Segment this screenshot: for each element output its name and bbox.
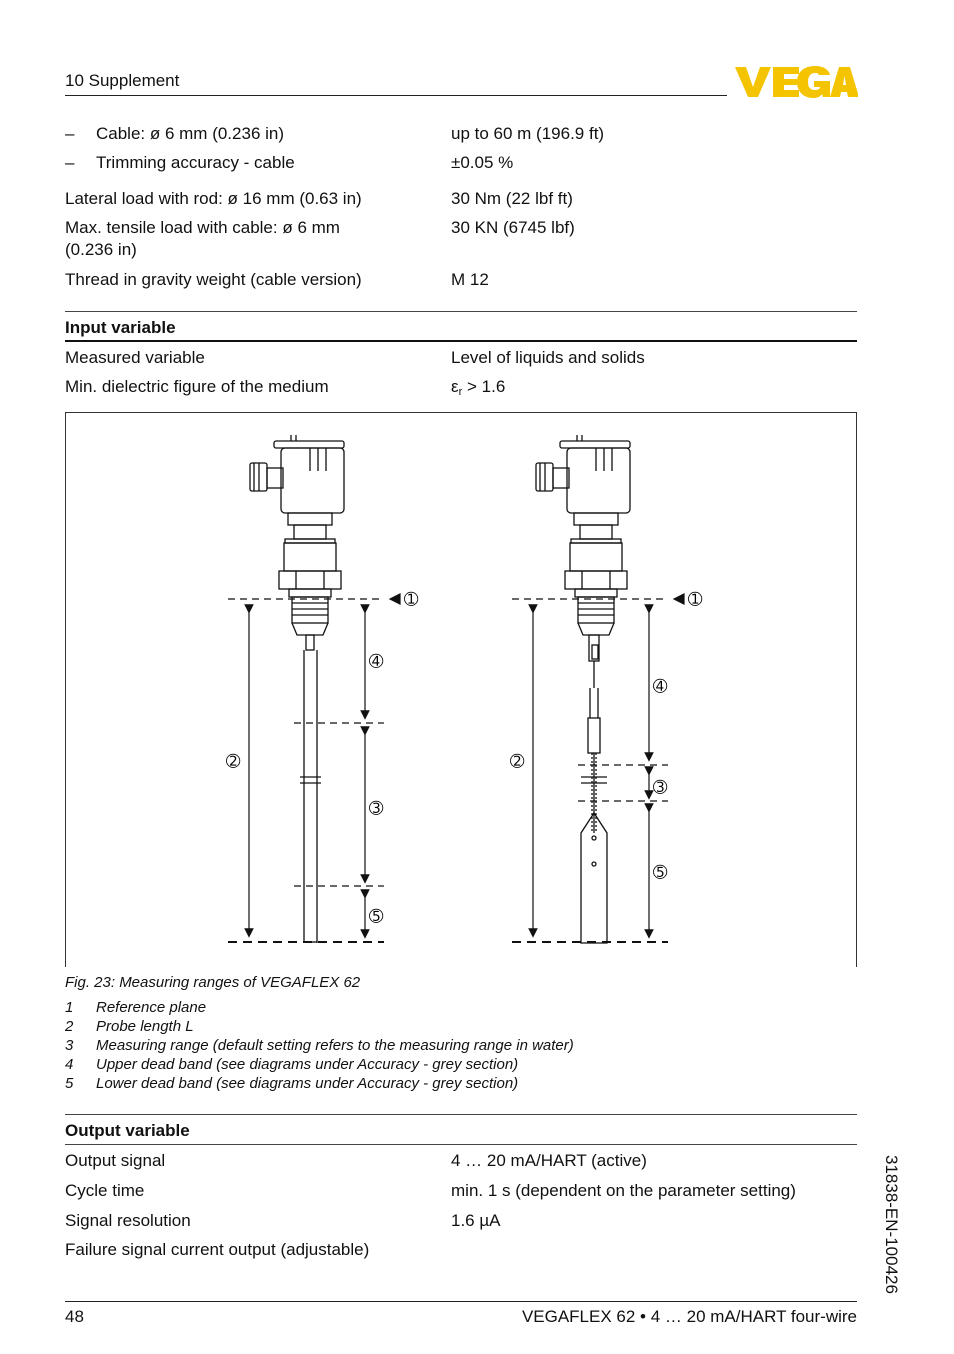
measured-variable-label: Measured variable (65, 348, 205, 367)
spec-value-tensile-load: 30 KN (6745 lbf) (451, 218, 575, 237)
spec-label-trimming: Trimming accuracy - cable (96, 153, 295, 172)
figure-frame-edge (856, 961, 857, 967)
failure-signal-label: Failure signal current output (adjustable) (65, 1240, 370, 1259)
figure-frame-edge (65, 961, 66, 967)
output-signal-label: Output signal (65, 1151, 166, 1170)
page-number: 48 (65, 1307, 84, 1326)
header-rule (65, 95, 727, 96)
marker-3-cable: ➂ (653, 778, 668, 798)
cycle-time-label: Cycle time (65, 1181, 145, 1200)
figure-caption: Fig. 23: Measuring ranges of VEGAFLEX 62 (65, 974, 361, 991)
section-rule (65, 1144, 857, 1145)
figure-frame (65, 412, 857, 962)
spec-value-trimming: ±0.05 % (451, 153, 514, 172)
list-dash: – (65, 124, 75, 143)
spec-value-lateral-load: 30 Nm (22 lbf ft) (451, 189, 573, 208)
section-header: 10 Supplement (65, 71, 180, 90)
marker-1: ➀ (404, 590, 419, 610)
marker-4: ➃ (369, 652, 384, 672)
list-dash: – (65, 153, 75, 172)
output-variable-title: Output variable (65, 1121, 190, 1140)
measuring-range-diagram (66, 413, 858, 963)
vega-logo (733, 63, 858, 104)
cable-probe-drawing (536, 435, 630, 943)
rod-probe-drawing (250, 435, 344, 943)
signal-resolution-value: 1.6 µA (451, 1211, 501, 1230)
marker-4-cable: ➃ (653, 677, 668, 697)
dielectric-value: $\varepsilon_r > 1.6$ (451, 377, 506, 398)
marker-2: ➁ (226, 752, 241, 772)
section-rule (65, 1114, 857, 1115)
spec-label-tensile-load: Max. tensile load with cable: ø 6 mm (65, 218, 340, 237)
input-variable-title: Input variable (65, 318, 176, 337)
spec-label-thread: Thread in gravity weight (cable version) (65, 270, 362, 289)
marker-1-cable: ➀ (688, 590, 703, 610)
spec-label-lateral-load: Lateral load with rod: ø 16 mm (0.63 in) (65, 189, 362, 208)
marker-3: ➂ (369, 799, 384, 819)
section-rule (65, 340, 857, 342)
section-rule (65, 311, 857, 312)
footer-title: VEGAFLEX 62 • 4 … 20 mA/HART four-wire (521, 1307, 857, 1326)
spec-label-cable: Cable: ø 6 mm (0.236 in) (96, 124, 285, 143)
spec-value-cable: up to 60 m (196.9 ft) (451, 124, 605, 143)
document-code: 31838-EN-100426 (882, 1155, 901, 1294)
marker-5: ➄ (369, 907, 384, 927)
signal-resolution-label: Signal resolution (65, 1211, 191, 1230)
marker-2-cable: ➁ (510, 752, 525, 772)
dielectric-label: Min. dielectric figure of the medium (65, 377, 329, 396)
marker-5-cable: ➄ (653, 863, 668, 883)
spec-value-thread: M 12 (451, 270, 489, 289)
measured-variable-value: Level of liquids and solids (451, 348, 645, 367)
cycle-time-value: min. 1 s (dependent on the parameter setting) (451, 1181, 796, 1200)
footer-rule (65, 1301, 857, 1302)
spec-label-tensile-load-2: (0.236 in) (65, 240, 137, 259)
output-signal-value: 4 … 20 mA/HART (active) (451, 1151, 647, 1170)
